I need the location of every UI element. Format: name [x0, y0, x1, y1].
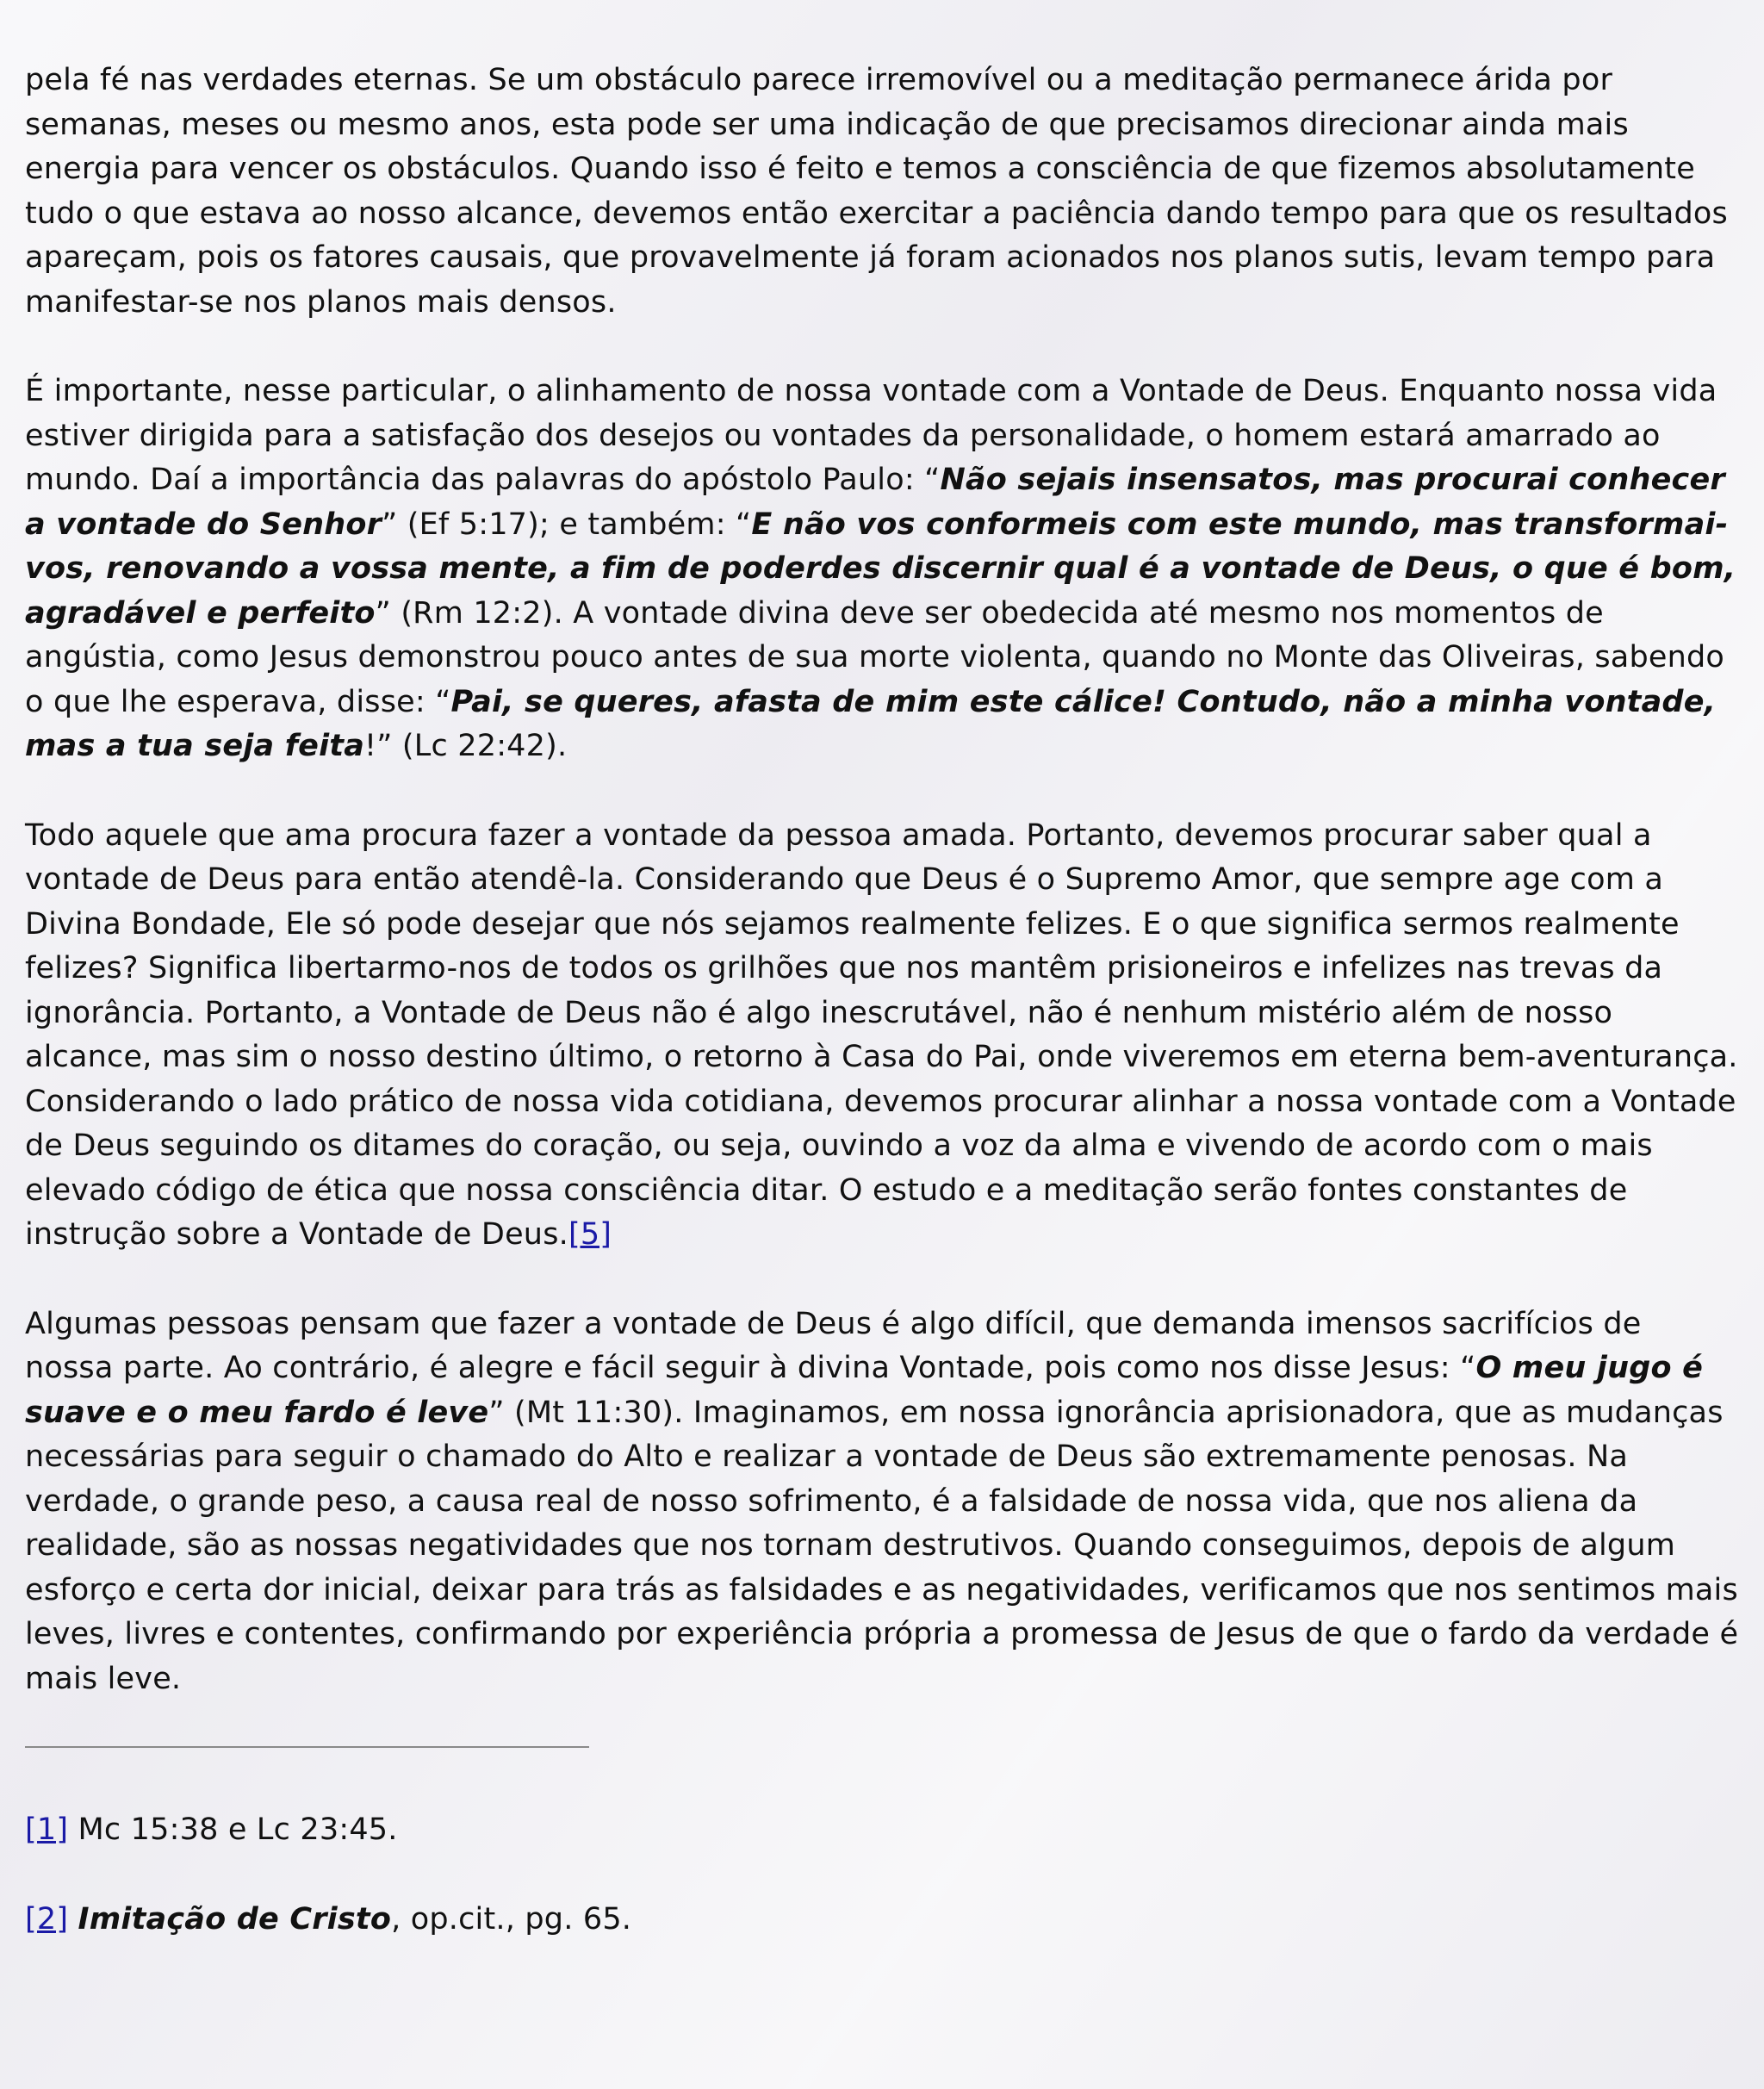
- paragraph-2-text-b: ” (Ef 5:17); e também: “: [382, 507, 752, 542]
- paragraph-2-text-a: É importante, nesse particular, o alinhamento de nossa vontade com a Vontade de Deus. Enquanto nossa vida estiver dirigida para a satisfação dos desejos ou vontades da personalidade, o homem estará amarrado ao mundo. Daí a importância das palavras do apóstolo Paulo: “: [25, 374, 1717, 497]
- footnote-2: [25, 1898, 1739, 1943]
- footnote-2-text: , op.cit., pg. 65.: [391, 1901, 632, 1937]
- footnote-link-5[interactable]: [5]: [568, 1217, 612, 1252]
- footnote-2-title: Imitação de Cristo: [78, 1901, 392, 1937]
- footnote-ref-1[interactable]: [1]: [25, 1812, 69, 1847]
- footnote-1: [25, 1808, 1739, 1853]
- quote-ef-5-17: Não sejais insensatos, mas procurai conhecer a vontade do Senhor: [25, 463, 1725, 542]
- paragraph-1-text: pela fé nas verdades eternas. Se um obstáculo parece irremovível ou a meditação permanece árida por semanas, meses ou mesmo anos, esta pode ser uma indicação de que precisamos direcionar ainda mais energia para vencer os obstáculos. Quando isso é feito e temos a consciência de que fizemos absolutamente tudo o que estava ao nosso alcance, devemos então exercitar a paciência dando tempo para que os resultados apareçam, pois os fatores causais, que provavelmente já foram acionados nos planos sutis, levam tempo para manifestar-se nos planos mais densos.: [25, 63, 1728, 320]
- paragraph-4: [25, 1303, 1739, 1702]
- paragraph-2-text-d: !” (Lc 22:42).: [364, 729, 568, 763]
- paragraph-3-text: Todo aquele que ama procura fazer a vontade da pessoa amada. Portanto, devemos procurar saber qual a vontade de Deus para então atendê-la. Considerando que Deus é o Supremo Amor, que sempre age com a Divina Bondade, Ele só pode desejar que nós sejamos realmente felizes. E o que significa sermos realmente felizes? Significa libertarmo-nos de todos os grilhões que nos mantêm prisioneiros e infelizes nas trevas da ignorância. Portanto, a Vontade de Deus não é algo inescrutável, não é nenhum mistério além de nosso alcance, mas sim o nosso destino último, o retorno à Casa do Pai, onde viveremos em eterna bem-aventurança. Considerando o lado prático de nossa vida cotidiana, devemos procurar alinhar a nossa vontade com a Vontade de Deus seguindo os ditames do coração, ou seja, ouvindo a voz da alma e vivendo de acordo com o mais elevado código de ética que nossa consciência ditar. O estudo e a meditação serão fontes constantes de instrução sobre a Vontade de Deus.: [25, 818, 1738, 1252]
- footnotes-section: [25, 1808, 1739, 1942]
- paragraph-2: [25, 370, 1739, 769]
- paragraph-1: [25, 59, 1739, 325]
- quote-lc-22-42: Pai, se queres, afasta de mim este cálice! Contudo, não a minha vontade, mas a tua seja feita: [25, 684, 1717, 763]
- quote-rm-12-2: E não vos conformeis com este mundo, mas transformai-vos, renovando a vossa mente, a fim de poderdes discernir qual é a vontade de Deus, o que é bom, agradável e perfeito: [25, 507, 1736, 631]
- paragraph-4-text-a: Algumas pessoas pensam que fazer a vontade de Deus é algo difícil, que demanda imensos sacrifícios de nossa parte. Ao contrário, é alegre e fácil seguir à divina Vontade, pois como nos disse Jesus: “: [25, 1306, 1642, 1385]
- footnote-1-text: Mc 15:38 e Lc 23:45.: [68, 1812, 398, 1847]
- quote-mt-11-30: O meu jugo é suave e o meu fardo é leve: [25, 1351, 1704, 1430]
- footnotes-divider: [25, 1746, 589, 1748]
- paragraph-2-text-c: ” (Rm 12:2). A vontade divina deve ser obedecida até mesmo nos momentos de angústia, como Jesus demonstrou pouco antes de sua morte violenta, quando no Monte das Oliveiras, sabendo o que lhe esperava, disse: “: [25, 595, 1725, 719]
- paragraph-3: [25, 814, 1739, 1258]
- document-body: [25, 59, 1739, 1986]
- footnote-ref-2[interactable]: [2]: [25, 1901, 69, 1937]
- paragraph-4-text-b: ” (Mt 11:30). Imaginamos, em nossa ignorância aprisionadora, que as mudanças necessárias para seguir o chamado do Alto e realizar a vontade de Deus são extremamente penosas. Na verdade, o grande peso, a causa real de nosso sofrimento, é a falsidade de nossa vida, que nos aliena da realidade, são as nossas negatividades que nos tornam destrutivos. Quando conseguimos, depois de algum esforço e certa dor inicial, deixar para trás as falsidades e as negatividades, verificamos que nos sentimos mais leves, livres e contentes, confirmando por experiência própria a promessa de Jesus de que o fardo da verdade é mais leve.: [25, 1395, 1739, 1696]
